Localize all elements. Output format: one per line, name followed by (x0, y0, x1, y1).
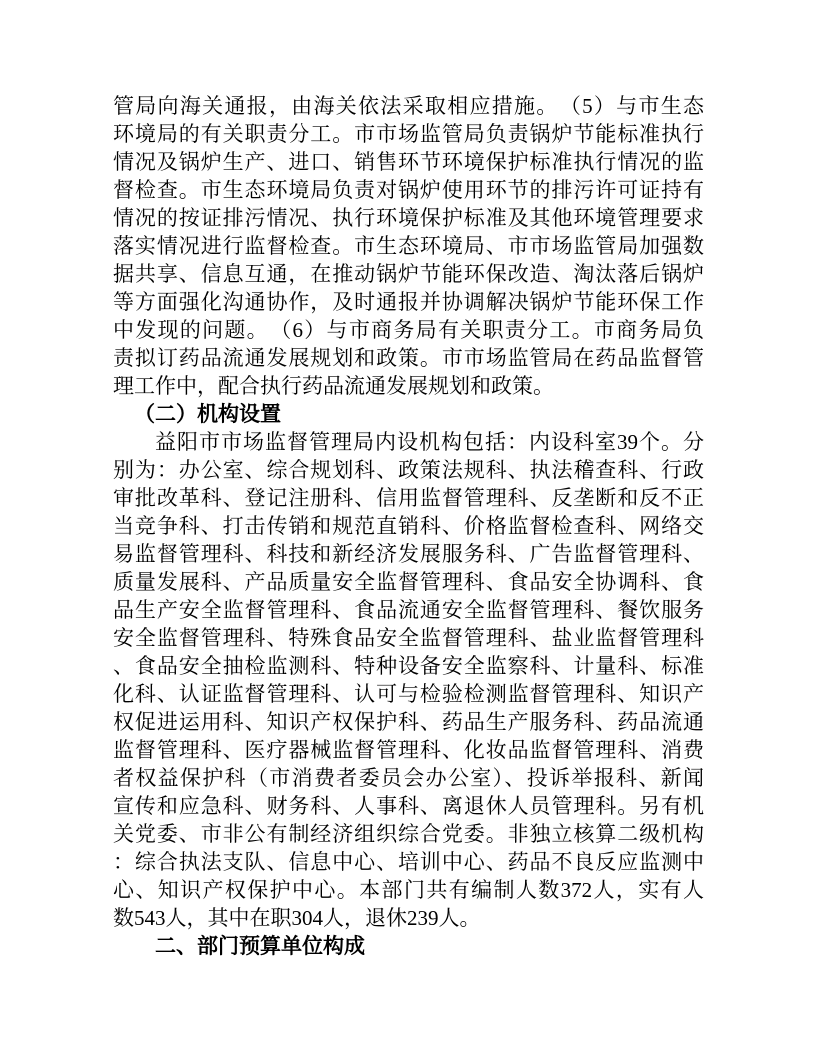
text-line: 化科、认证监督管理科、认可与检验检测监督管理科、知识产 (113, 682, 704, 706)
heading-section-org-setup: （二）机构设置 (134, 402, 281, 426)
text-line: 督检查。市生态环境局负责对锅炉使用环节的排污许可证持有 (113, 178, 704, 202)
text-line: 易监督管理科、科技和新经济发展服务科、广告监督管理科、 (113, 542, 704, 566)
text-line: 关党委、市非公有制经济组织综合党委。非独立核算二级机构 (113, 822, 704, 846)
document-text-block (113, 92, 704, 960)
text-line: 等方面强化沟通协作，及时通报并协调解决锅炉节能环保工作 (113, 290, 704, 314)
text-line: 理工作中，配合执行药品流通发展规划和政策。 (113, 374, 554, 398)
text-line: 审批改革科、登记注册科、信用监督管理科、反垄断和反不正 (113, 486, 704, 510)
text-line: 当竞争科、打击传销和规范直销科、价格监督检查科、网络交 (113, 514, 704, 538)
text-line: 宣传和应急科、财务科、人事科、离退休人员管理科。另有机 (113, 794, 704, 818)
text-line: 情况及锅炉生产、进口、销售环节环境保护标准执行情况的监 (113, 150, 704, 174)
text-line: 数543人，其中在职304人，退休239人。 (113, 906, 481, 930)
text-line: 落实情况进行监督检查。市生态环境局、市市场监管局加强数 (113, 234, 704, 258)
heading-part-2-budget-units: 二、部门预算单位构成 (155, 934, 365, 958)
text-line: 别为：办公室、综合规划科、政策法规科、执法稽查科、行政 (113, 458, 704, 482)
text-line: 据共享、信息互通，在推动锅炉节能环保改造、淘汰落后锅炉 (113, 262, 704, 286)
text-line: 安全监督管理科、特殊食品安全监督管理科、盐业监督管理科 (113, 626, 704, 650)
text-line: ：综合执法支队、信息中心、培训中心、药品不良反应监测中 (113, 850, 704, 874)
text-line: 者权益保护科（市消费者委员会办公室）、投诉举报科、新闻 (113, 766, 704, 790)
text-line: 中发现的问题。 （6）与市商务局有关职责分工。市商务局负 (113, 318, 704, 342)
text-line: 、食品安全抽检监测科、特种设备安全监察科、计量科、标准 (113, 654, 704, 678)
text-line: 质量发展科、产品质量安全监督管理科、食品安全协调科、食 (113, 570, 704, 594)
text-line: 权促进运用科、知识产权保护科、药品生产服务科、药品流通 (113, 710, 704, 734)
text-line: 环境局的有关职责分工。市市场监管局负责锅炉节能标准执行 (113, 122, 704, 146)
text-line: 益阳市市场监督管理局内设机构包括：内设科室39个。分 (155, 430, 704, 454)
text-line: 管局向海关通报，由海关依法采取相应措施。 （5）与市生态 (113, 94, 704, 118)
text-line: 情况的按证排污情况、执行环境保护标准及其他环境管理要求 (113, 206, 704, 230)
text-line: 责拟订药品流通发展规划和政策。市市场监管局在药品监督管 (113, 346, 704, 370)
text-line: 品生产安全监督管理科、食品流通安全监督管理科、餐饮服务 (113, 598, 704, 622)
text-line: 心、知识产权保护中心。本部门共有编制人数372人，实有人 (113, 878, 704, 902)
text-line: 监督管理科、医疗器械监督管理科、化妆品监督管理科、消费 (113, 738, 704, 762)
